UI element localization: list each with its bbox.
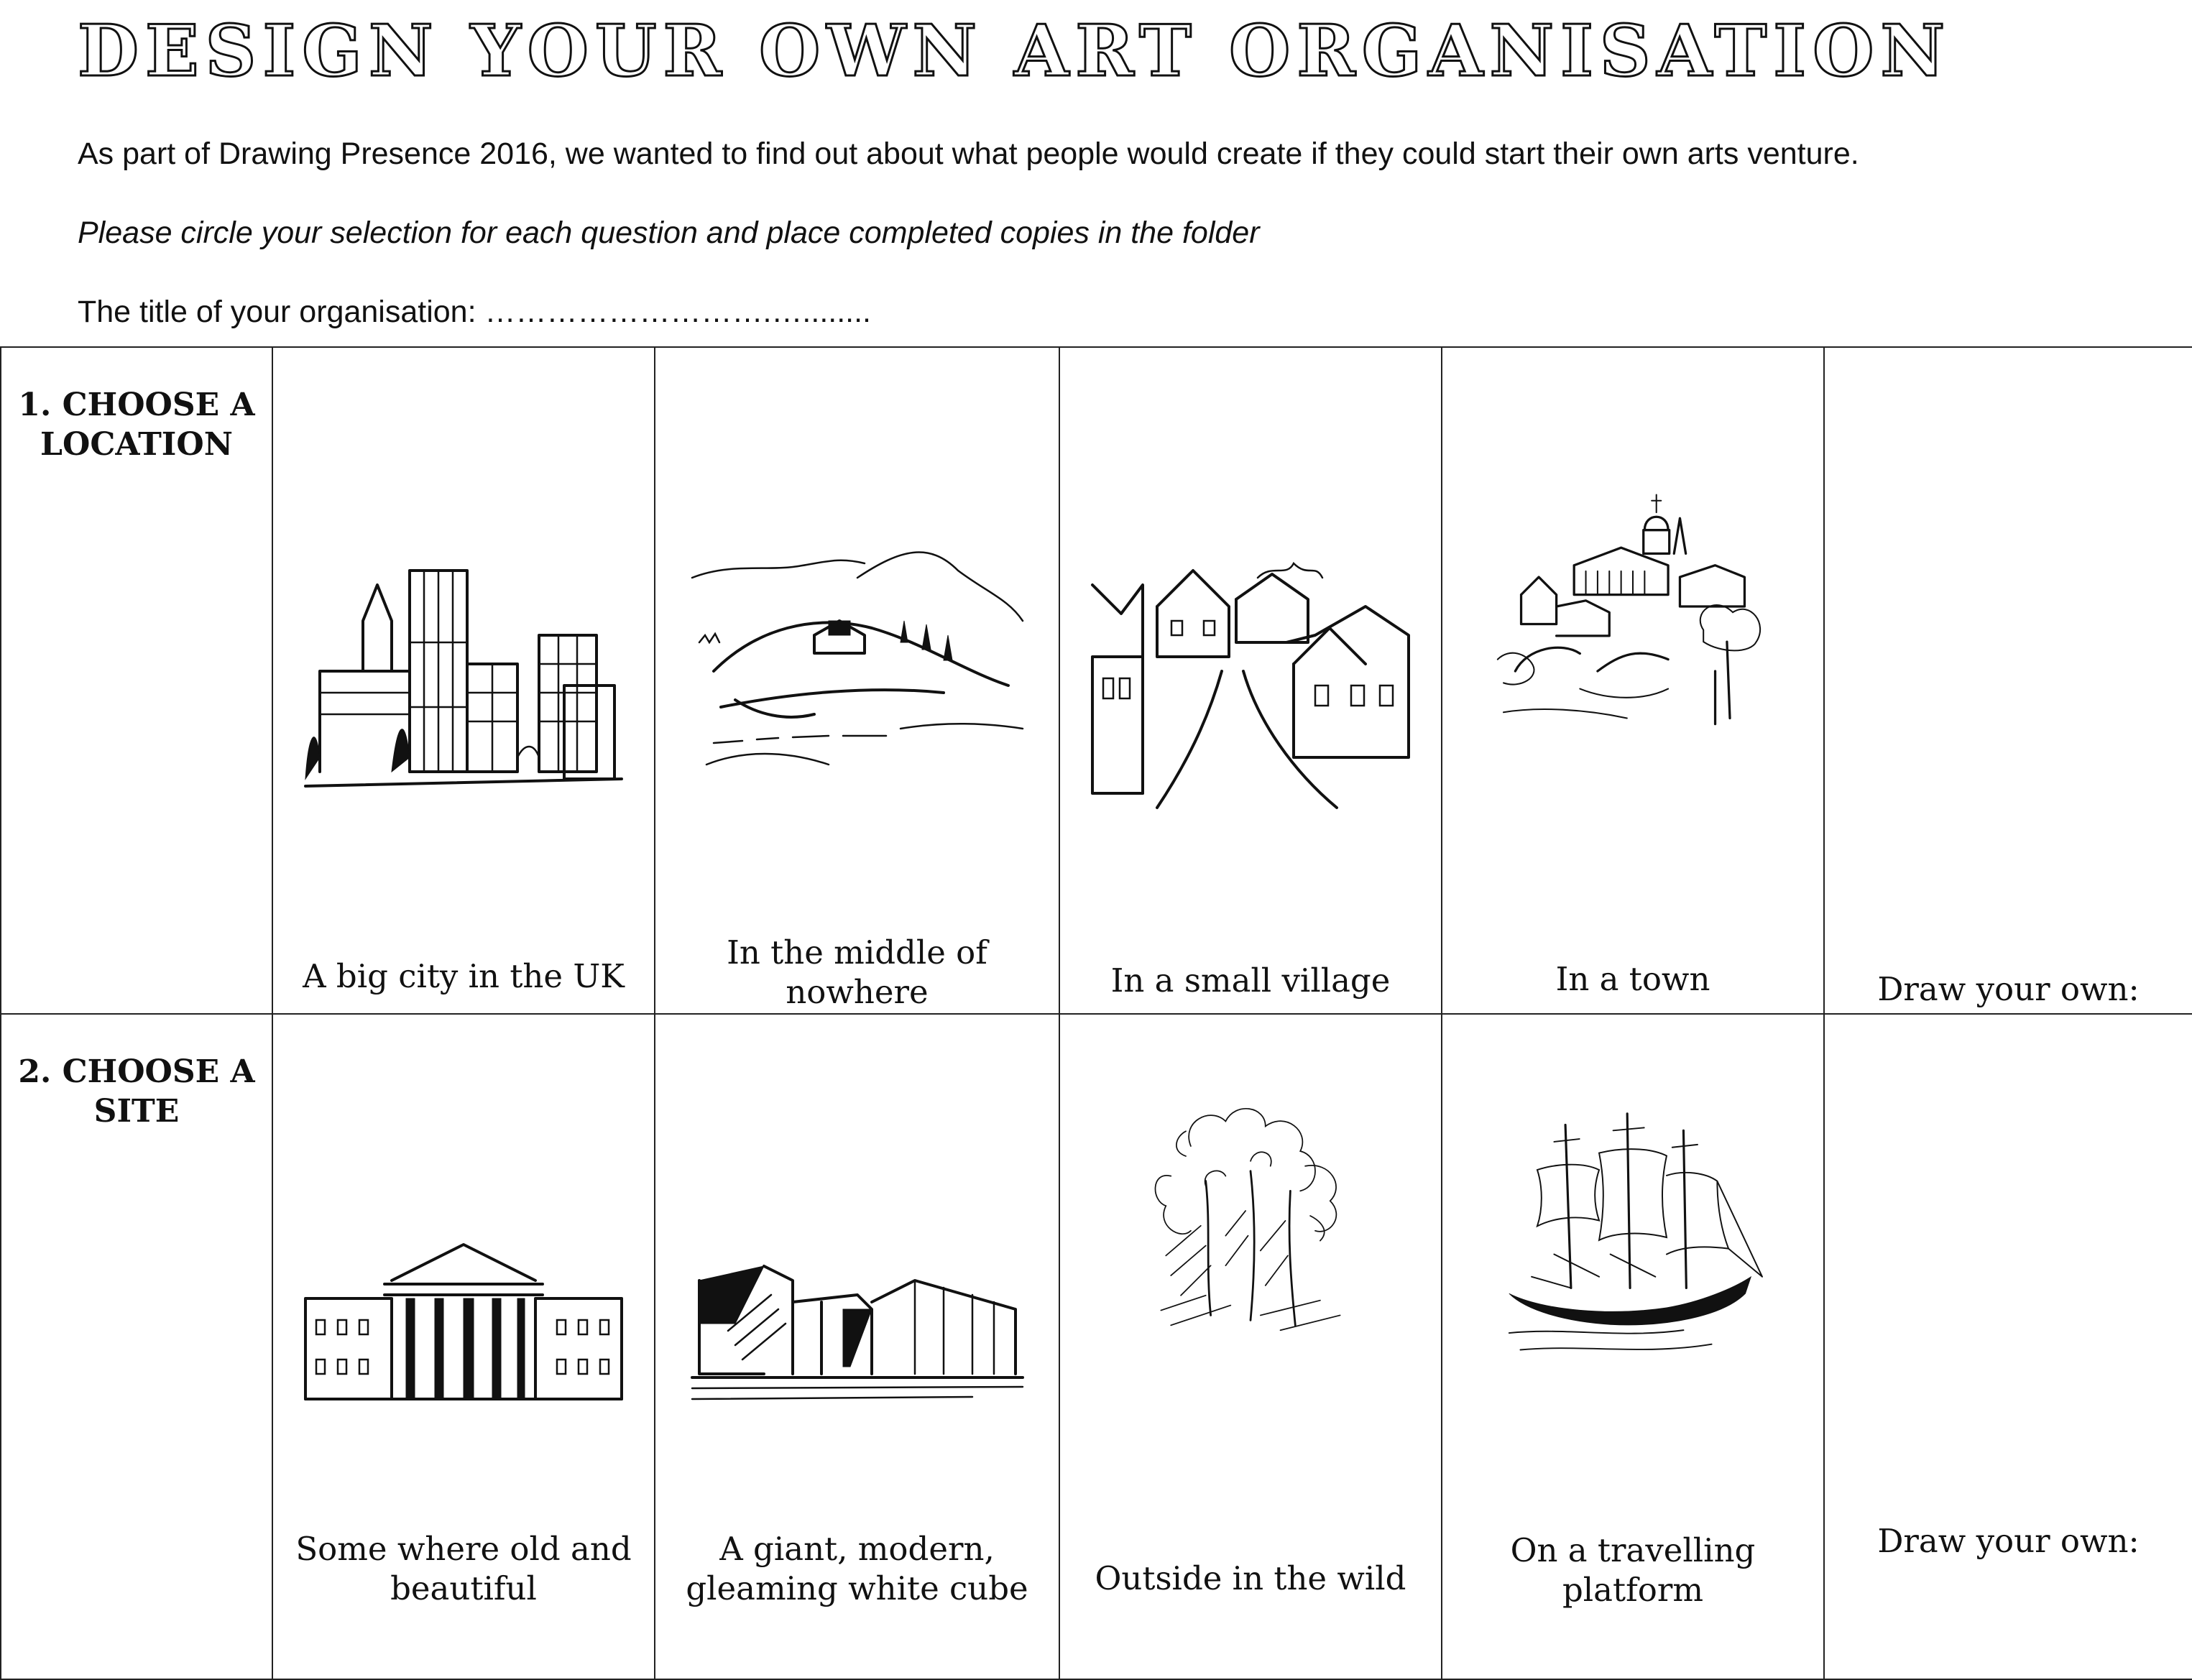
option-cell-middle-of-nowhere[interactable]: [655, 347, 1059, 1014]
option-caption: Some where old and beautiful: [295, 1530, 632, 1607]
location-row: [1, 347, 2192, 1014]
selection-grid: [0, 346, 2192, 1680]
countryside-hills-sketch: [655, 535, 1059, 793]
option-cell-old-and-beautiful[interactable]: [272, 1014, 655, 1679]
instruction-text: Please circle your selection for each question and place completed copies in the folder: [78, 216, 1260, 250]
option-cell-big-city[interactable]: [272, 347, 655, 1014]
option-cell-draw-your-own-location[interactable]: [1824, 347, 2192, 1014]
option-caption: In a town: [1555, 960, 1710, 998]
option-caption: In a small village: [1110, 961, 1391, 1000]
option-caption: A big city in the UK: [303, 957, 625, 995]
sailing-ship-sketch: [1442, 1108, 1823, 1367]
city-skyline-sketch: [273, 542, 654, 800]
page-title: DESIGN YOUR OWN ART ORGANISATION: [78, 10, 1952, 93]
modern-building-sketch: [655, 1194, 1059, 1453]
option-caption: In the middle of nowhere: [727, 933, 987, 1011]
town-hillside-sketch: [1442, 477, 1823, 736]
option-cell-draw-your-own-site[interactable]: [1824, 1014, 2192, 1679]
option-caption: A giant, modern, gleaming white cube: [686, 1530, 1028, 1607]
site-row: [1, 1014, 2192, 1679]
intro-text: As part of Drawing Presence 2016, we wanted to find out about what people would create if they could start their own arts venture.: [78, 137, 1859, 171]
option-caption: Draw your own:: [1877, 1522, 2140, 1560]
classical-building-sketch: [273, 1194, 654, 1453]
location-row-header: [1, 347, 272, 1014]
option-cell-white-cube[interactable]: [655, 1014, 1059, 1679]
option-caption: Outside in the wild: [1095, 1559, 1406, 1597]
option-caption: Draw your own:: [1877, 970, 2140, 1008]
option-cell-small-village[interactable]: [1059, 347, 1442, 1014]
option-cell-town[interactable]: [1442, 347, 1824, 1014]
option-caption: On a travelling platform: [1510, 1531, 1756, 1609]
option-cell-outside-in-wild[interactable]: [1059, 1014, 1442, 1679]
location-row-label: 1. CHOOSE A LOCATION: [18, 387, 255, 463]
site-row-label: 2. CHOOSE A SITE: [18, 1053, 255, 1130]
trees-sketch: [1060, 1086, 1441, 1345]
organisation-title-field[interactable]: The title of your organisation: ……………………….…........: [78, 295, 871, 329]
site-row-header: [1, 1014, 272, 1679]
village-street-sketch: [1060, 556, 1441, 815]
option-cell-travelling-platform[interactable]: [1442, 1014, 1824, 1679]
